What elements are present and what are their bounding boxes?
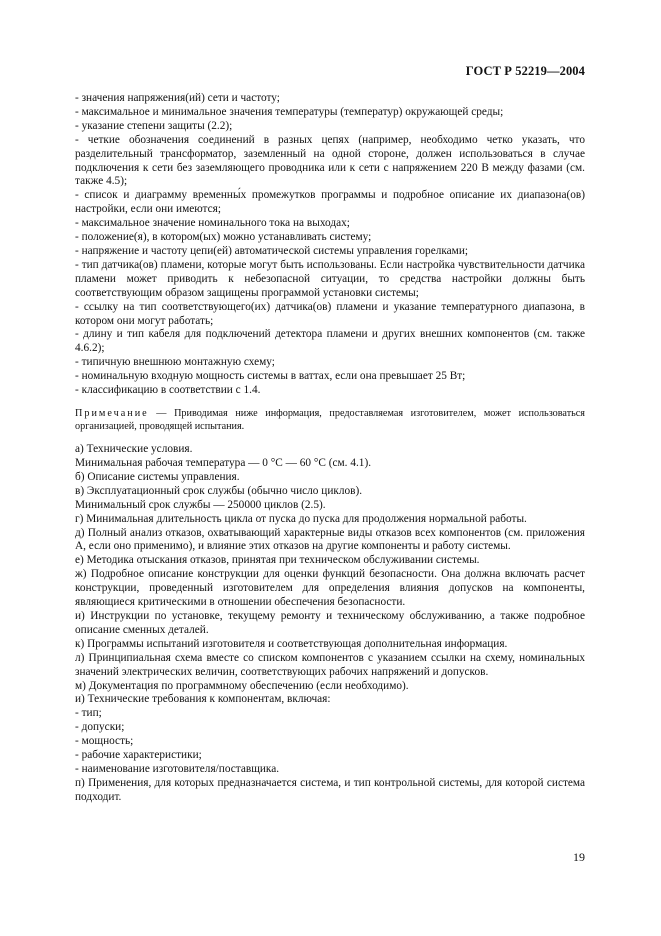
list-item: - классификацию в соответствии с 1.4. xyxy=(75,384,261,397)
list-item: - тип; xyxy=(75,707,102,720)
list-item: м) Документация по программному обеспечению (если необходимо). xyxy=(75,679,409,692)
list-item: - длину и тип кабеля для подключений детектора пламени и других внешних компонентов (см. также 4.6.2); xyxy=(75,328,585,355)
list-item: д) Полный анализ отказов, охватывающий характерные виды отказов всех компонентов (см. приложения А, если оно применимо), и влияние этих отказов на другие компоненты и работу системы. xyxy=(75,526,585,553)
list-item: - допуски; xyxy=(75,721,125,734)
list-item: - максимальное значение номинального тока на выходах; xyxy=(75,217,350,230)
list-item: - номинальную входную мощность системы в ваттах, если она превышает 25 Вт; xyxy=(75,370,466,383)
list-item: - мощность; xyxy=(75,735,134,748)
list-item: б) Описание системы управления. xyxy=(75,470,240,483)
list-item: - тип датчика(ов) пламени, которые могут быть использованы. Если настройка чувствительности датчика пламени может приводить к небезопасной ситуации, то средства настройки должны быть соответствующим образом защищены программой установки системы; xyxy=(75,258,585,299)
list-item: - четкие обозначения соединений в разных цепях (например, необходимо четко указать, что разделительный трансформатор, заземленный на одной стороне, должен использоваться в случае подключения к сети без заземляющего проводника или к сети с напряжением 220 В между фазами (см. также 4.5); xyxy=(75,133,585,188)
page-number: 19 xyxy=(573,850,585,864)
list-item: и) Инструкции по установке, текущему ремонту и техническому обслуживанию, а также подробное описание сменных деталей. xyxy=(75,610,585,636)
list-item: и) Технические требования к компонентам, включая: xyxy=(75,693,331,706)
list-item: - типичную внешнюю монтажную схему; xyxy=(75,356,275,369)
list-item: - наименование изготовителя/поставщика. xyxy=(75,762,280,775)
list-item: - максимальное и минимальное значения температуры (температур) окружающей среды; xyxy=(75,105,504,118)
list-item: - список и диаграмму временны́х промежутков программы и подробное описание их диапазона(ов) настройки, если они имеются; xyxy=(75,189,585,216)
list-item: - ссылку на тип соответствующего(их) датчика(ов) пламени и указание температурного диапазона, в котором они могут работать; xyxy=(75,300,585,327)
list-item: е) Методика отыскания отказов, принятая при техническом обслуживании системы. xyxy=(75,554,480,567)
list-item: Минимальная рабочая температура — 0 °С — 60 °С (см. 4.1). xyxy=(75,457,372,470)
list-item: Минимальный срок службы — 250000 циклов (2.5). xyxy=(75,498,326,511)
list-item: ж) Подробное описание конструкции для оценки функций безопасности. Она должна включать расчет конструкции, проведенный изготовителем для определения влияния допусков на компоненты, являющиеся критическими в отношении обеспечения безопасности. xyxy=(75,568,585,609)
list-item: в) Эксплуатационный срок службы (обычно число циклов). xyxy=(75,484,363,497)
list-item: - напряжение и частоту цепи(ей) автоматической системы управления горелками; xyxy=(75,244,469,257)
list-item: л) Принципиальная схема вместе со списком компонентов с указанием ссылки на схему, номинальных значений электрических величин, соответствующих рабочих напряжений и допусков. xyxy=(75,651,585,678)
page-body xyxy=(75,92,585,805)
list-item: - рабочие характеристики; xyxy=(75,749,202,762)
note-label: Примечание xyxy=(75,407,149,419)
list-item: - положение(я), в котором(ых) можно устанавливать систему; xyxy=(75,231,372,244)
note xyxy=(75,408,585,433)
note-text: — Приводимая ниже информация, предоставляемая изготовителем, может использоваться организацией, проводящей испытания. xyxy=(75,407,585,432)
list-item: г) Минимальная длительность цикла от пуска до пуска для продолжения нормальной работы. xyxy=(75,512,527,525)
list-item: - указание степени защиты (2.2); xyxy=(75,119,233,132)
list-item: к) Программы испытаний изготовителя и соответствующая дополнительная информация. xyxy=(75,637,508,650)
document-header: ГОСТ Р 52219—2004 xyxy=(465,64,585,78)
list-item: а) Технические условия. xyxy=(75,443,193,456)
list-item: - значения напряжения(ий) сети и частоту; xyxy=(75,92,280,104)
list-item: п) Применения, для которых предназначается система, и тип контрольной системы, для которой система подходит. xyxy=(75,776,585,803)
